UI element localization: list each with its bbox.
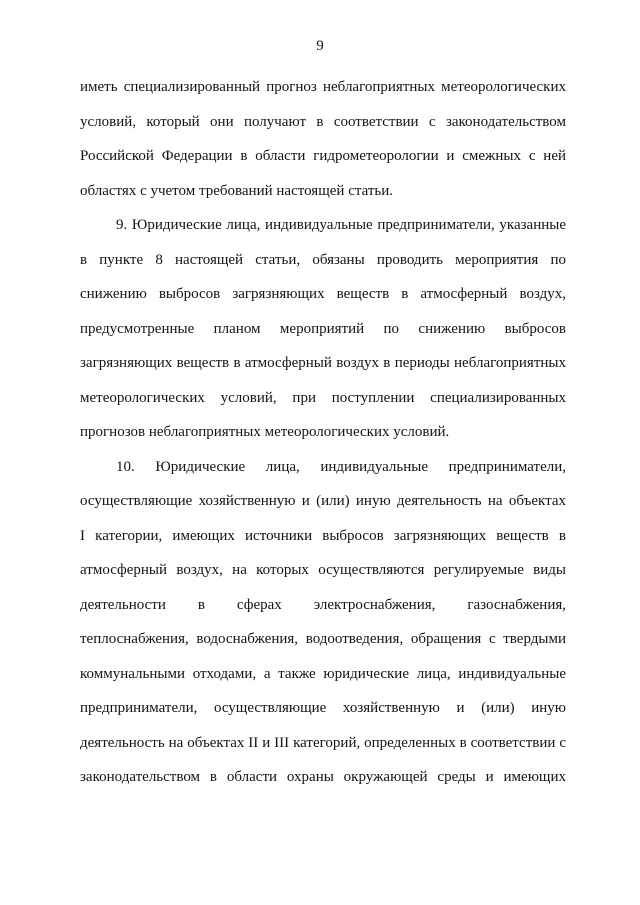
body-text [80,70,566,795]
text-line: 9. Юридические лица, индивидуальные предприниматели, указанные [116,217,566,233]
text-line: условий, который они получают в соответствии с законодательством [80,113,566,130]
text-line: предусмотренные планом мероприятий по снижению выбросов [80,320,566,337]
text-line: деятельность на объектах II и III категорий, определенных в соответствии с [80,734,566,751]
text-line: деятельности в сферах электроснабжения, газоснабжения, [80,596,566,613]
text-line: метеорологических условий, при поступлении специализированных [80,389,566,406]
text-line: осуществляющие хозяйственную и (или) иную деятельность на объектах [80,493,566,509]
text-line: областях с учетом требований настоящей статьи. [80,182,394,199]
text-line: I категории, имеющих источники выбросов загрязняющих веществ в [80,527,566,544]
text-line: атмосферный воздух, на которых осуществляются регулируемые виды [80,562,566,578]
page-number: 9 [316,38,324,54]
text-line: прогнозов неблагоприятных метеорологических условий. [80,424,450,440]
text-line: снижению выбросов загрязняющих веществ в атмосферный воздух, [80,286,566,302]
text-line: иметь специализированный прогноз неблагоприятных метеорологических [80,79,566,95]
text-line: предприниматели, осуществляющие хозяйственную и (или) иную [80,700,566,716]
text-line: Российской Федерации в области гидрометеорологии и смежных с ней [80,148,566,164]
text-line: в пункте 8 настоящей статьи, обязаны проводить мероприятия по [80,251,566,268]
text-line: коммунальными отходами, а также юридические лица, индивидуальные [80,665,566,682]
text-line: теплоснабжения, водоснабжения, водоотведения, обращения с твердыми [80,631,566,647]
text-line: 10. Юридические лица, индивидуальные предприниматели, [116,458,566,475]
text-line: законодательством в области охраны окружающей среды и имеющих [80,769,566,785]
text-line: загрязняющих веществ в атмосферный воздух в периоды неблагоприятных [80,355,566,371]
